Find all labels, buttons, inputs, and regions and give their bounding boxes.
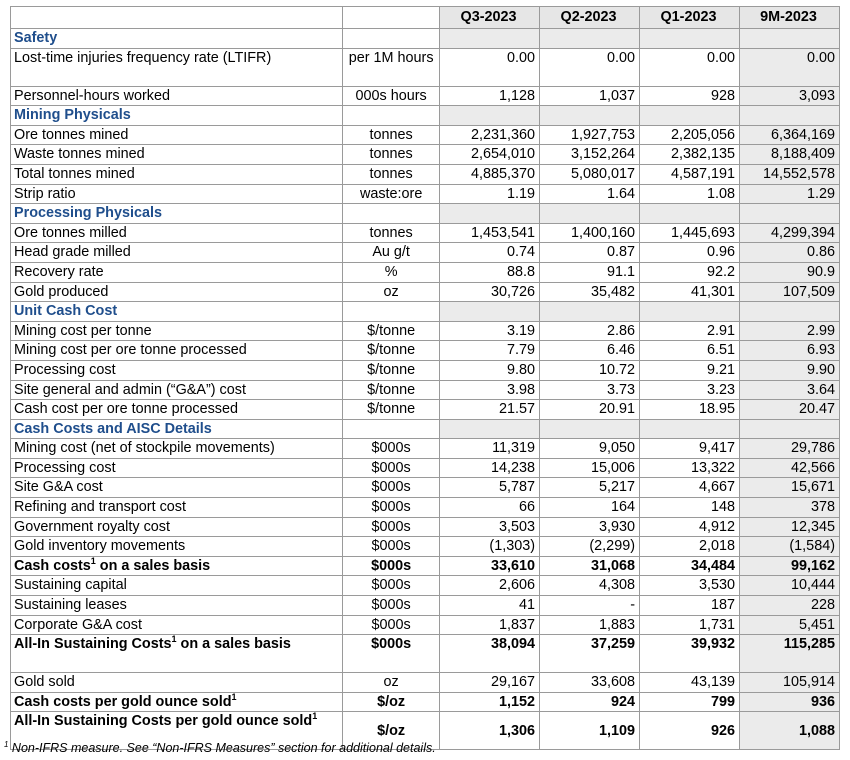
cell-value: 3.64 <box>739 380 839 400</box>
cell-value: 33,608 <box>540 673 640 693</box>
cell-value: 1,445,693 <box>640 223 740 243</box>
cell-value: 33,610 <box>440 556 540 576</box>
table-row-total-mined <box>11 164 840 184</box>
section-title: Safety <box>11 29 343 49</box>
cell-value: 4,587,191 <box>640 164 740 184</box>
row-unit: per 1M hours <box>343 48 440 86</box>
row-label: Ore tonnes mined <box>11 125 343 145</box>
cell-value: 1.64 <box>540 184 640 204</box>
column-header: Q1-2023 <box>640 7 740 29</box>
row-label: Head grade milled <box>11 243 343 263</box>
column-header: Q2-2023 <box>540 7 640 29</box>
cell-value: 0.87 <box>540 243 640 263</box>
cell-value: 43,139 <box>640 673 740 693</box>
cell-value: 1,731 <box>640 615 740 635</box>
section-header-unit_cash <box>11 302 840 322</box>
table-row-cash-costs <box>11 556 840 576</box>
row-unit: $/tonne <box>343 321 440 341</box>
row-unit: $000s <box>343 517 440 537</box>
table-row-ore-mined <box>11 125 840 145</box>
cell-value: 4,885,370 <box>440 164 540 184</box>
row-label: Cash costs$^1$ on a sales basis <box>11 556 343 576</box>
cell-value: 7.79 <box>440 341 540 361</box>
cell-value: 5,787 <box>440 478 540 498</box>
cell-value: 99,162 <box>739 556 839 576</box>
row-label: Corporate G&A cost <box>11 615 343 635</box>
cell-value: 0.00 <box>540 48 640 86</box>
table-row-ltifr <box>11 48 840 86</box>
row-unit: $/oz <box>343 692 440 712</box>
row-label: All-In Sustaining Costs per gold ounce sold$^1$ <box>11 712 343 750</box>
row-unit: $000s <box>343 439 440 459</box>
cell-value: 66 <box>440 498 540 518</box>
table-row-strip <box>11 184 840 204</box>
section-title: Mining Physicals <box>11 106 343 126</box>
row-unit: $/tonne <box>343 360 440 380</box>
row-label: Personnel-hours worked <box>11 86 343 106</box>
cell-value: (1,303) <box>440 537 540 557</box>
cell-value: 37,259 <box>540 635 640 673</box>
column-header: 9M-2023 <box>739 7 839 29</box>
cell-value: 1,109 <box>540 712 640 750</box>
row-unit: $/tonne <box>343 341 440 361</box>
section-header-safety <box>11 29 840 49</box>
table-row-sustaining-leases <box>11 596 840 616</box>
table-row-inventory <box>11 537 840 557</box>
cell-value: 15,006 <box>540 458 640 478</box>
row-unit: $000s <box>343 596 440 616</box>
cell-value: 1.29 <box>739 184 839 204</box>
cell-value: 30,726 <box>440 282 540 302</box>
row-label: Site general and admin (“G&A”) cost <box>11 380 343 400</box>
footnote: $^1$ Non-IFRS measure. See “Non-IFRS Measures” section for additional details. <box>4 739 436 755</box>
row-label: Total tonnes mined <box>11 164 343 184</box>
row-unit: tonnes <box>343 164 440 184</box>
row-unit: oz <box>343 282 440 302</box>
cell-value: 15,671 <box>739 478 839 498</box>
cell-value: 21.57 <box>440 400 540 420</box>
cell-value: 3,530 <box>640 576 740 596</box>
cell-value: 41 <box>440 596 540 616</box>
cell-value: 4,308 <box>540 576 640 596</box>
cell-value: 2.91 <box>640 321 740 341</box>
table-row-ore-milled <box>11 223 840 243</box>
row-unit: Au g/t <box>343 243 440 263</box>
cell-value: 3.23 <box>640 380 740 400</box>
section-header-processing <box>11 204 840 224</box>
cell-value: 164 <box>540 498 640 518</box>
cell-value: 10.72 <box>540 360 640 380</box>
cell-value: 228 <box>739 596 839 616</box>
cell-value: 1,453,541 <box>440 223 540 243</box>
cell-value: 3,093 <box>739 86 839 106</box>
table-row-head-grade <box>11 243 840 263</box>
cell-value: 20.91 <box>540 400 640 420</box>
cell-value: 1,088 <box>739 712 839 750</box>
table-row-site-ga <box>11 478 840 498</box>
cell-value: 924 <box>540 692 640 712</box>
table-row-cash-cost-ore <box>11 400 840 420</box>
cell-value: 1,128 <box>440 86 540 106</box>
row-unit: oz <box>343 673 440 693</box>
financial-operating-table <box>10 6 840 750</box>
row-label: Gold inventory movements <box>11 537 343 557</box>
cell-value: (2,299) <box>540 537 640 557</box>
cell-value: 9.80 <box>440 360 540 380</box>
row-label: Recovery rate <box>11 262 343 282</box>
row-label: All-In Sustaining Costs$^1$ on a sales basis <box>11 635 343 673</box>
column-header: Q3-2023 <box>440 7 540 29</box>
cell-value: 1,152 <box>440 692 540 712</box>
cell-value: 9,417 <box>640 439 740 459</box>
row-unit: $000s <box>343 635 440 673</box>
cell-value: 9.21 <box>640 360 740 380</box>
table-row-cash-cost-oz <box>11 692 840 712</box>
table-row-ga-cost-t <box>11 380 840 400</box>
cell-value: 926 <box>640 712 740 750</box>
cell-value: 4,299,394 <box>739 223 839 243</box>
row-label: Ore tonnes milled <box>11 223 343 243</box>
cell-value: 38,094 <box>440 635 540 673</box>
row-unit: tonnes <box>343 223 440 243</box>
cell-value: 31,068 <box>540 556 640 576</box>
header-row <box>11 7 840 29</box>
cell-value: 88.8 <box>440 262 540 282</box>
row-label: Processing cost <box>11 360 343 380</box>
cell-value: 936 <box>739 692 839 712</box>
table-row-gold-produced <box>11 282 840 302</box>
table-row-mining-cost-t <box>11 321 840 341</box>
cell-value: 5,451 <box>739 615 839 635</box>
row-unit: $/tonne <box>343 400 440 420</box>
cell-value: 0.96 <box>640 243 740 263</box>
cell-value: 107,509 <box>739 282 839 302</box>
section-header-aisc <box>11 419 840 439</box>
cell-value: 92.2 <box>640 262 740 282</box>
cell-value: 18.95 <box>640 400 740 420</box>
row-unit: waste:ore <box>343 184 440 204</box>
cell-value: 799 <box>640 692 740 712</box>
cell-value: 3,930 <box>540 517 640 537</box>
row-unit: $000s <box>343 458 440 478</box>
cell-value: 4,912 <box>640 517 740 537</box>
cell-value: 2,382,135 <box>640 145 740 165</box>
cell-value: 2.86 <box>540 321 640 341</box>
row-label: Sustaining leases <box>11 596 343 616</box>
row-unit: $/tonne <box>343 380 440 400</box>
cell-value: 1,837 <box>440 615 540 635</box>
cell-value: 6.51 <box>640 341 740 361</box>
row-unit: $000s <box>343 615 440 635</box>
cell-value: - <box>540 596 640 616</box>
cell-value: 34,484 <box>640 556 740 576</box>
cell-value: 1,927,753 <box>540 125 640 145</box>
cell-value: 2,606 <box>440 576 540 596</box>
table-row-processing-cost-t <box>11 360 840 380</box>
cell-value: 2.99 <box>739 321 839 341</box>
row-label: Refining and transport cost <box>11 498 343 518</box>
cell-value: 3,503 <box>440 517 540 537</box>
cell-value: 5,217 <box>540 478 640 498</box>
cell-value: 115,285 <box>739 635 839 673</box>
table-row-sustaining-capital <box>11 576 840 596</box>
cell-value: 9.90 <box>739 360 839 380</box>
row-unit: $000s <box>343 478 440 498</box>
row-unit: 000s hours <box>343 86 440 106</box>
cell-value: 1,306 <box>440 712 540 750</box>
row-unit: $000s <box>343 576 440 596</box>
cell-value: 1.08 <box>640 184 740 204</box>
row-unit: $/oz <box>343 712 440 750</box>
table-row-waste-mined <box>11 145 840 165</box>
table-row-gold-sold <box>11 673 840 693</box>
cell-value: 11,319 <box>440 439 540 459</box>
row-label: Gold produced <box>11 282 343 302</box>
section-title: Unit Cash Cost <box>11 302 343 322</box>
row-label: Cash costs per gold ounce sold$^1$ <box>11 692 343 712</box>
table-row-aisc <box>11 635 840 673</box>
table-row-mining-cost-net <box>11 439 840 459</box>
cell-value: 0.00 <box>640 48 740 86</box>
cell-value: 13,322 <box>640 458 740 478</box>
section-title: Processing Physicals <box>11 204 343 224</box>
cell-value: 6.46 <box>540 341 640 361</box>
cell-value: 41,301 <box>640 282 740 302</box>
cell-value: 1,037 <box>540 86 640 106</box>
cell-value: 3,152,264 <box>540 145 640 165</box>
cell-value: 2,205,056 <box>640 125 740 145</box>
cell-value: 928 <box>640 86 740 106</box>
cell-value: 378 <box>739 498 839 518</box>
cell-value: 3.98 <box>440 380 540 400</box>
cell-value: 91.1 <box>540 262 640 282</box>
cell-value: 6.93 <box>739 341 839 361</box>
cell-value: 20.47 <box>739 400 839 420</box>
cell-value: 8,188,409 <box>739 145 839 165</box>
row-unit: % <box>343 262 440 282</box>
cell-value: 39,932 <box>640 635 740 673</box>
row-unit: tonnes <box>343 125 440 145</box>
row-label: Waste tonnes mined <box>11 145 343 165</box>
row-label: Mining cost per tonne <box>11 321 343 341</box>
cell-value: 1,883 <box>540 615 640 635</box>
cell-value: 90.9 <box>739 262 839 282</box>
section-title: Cash Costs and AISC Details <box>11 419 343 439</box>
cell-value: 0.00 <box>440 48 540 86</box>
row-unit: tonnes <box>343 145 440 165</box>
row-label: Site G&A cost <box>11 478 343 498</box>
row-label: Mining cost per ore tonne processed <box>11 341 343 361</box>
table-row-royalty <box>11 517 840 537</box>
cell-value: 0.86 <box>739 243 839 263</box>
row-label: Processing cost <box>11 458 343 478</box>
table-row-corporate-ga <box>11 615 840 635</box>
cell-value: 0.74 <box>440 243 540 263</box>
cell-value: 29,786 <box>739 439 839 459</box>
cell-value: 29,167 <box>440 673 540 693</box>
cell-value: 2,231,360 <box>440 125 540 145</box>
table-row-mining-cost-ore <box>11 341 840 361</box>
cell-value: (1,584) <box>739 537 839 557</box>
row-label: Cash cost per ore tonne processed <box>11 400 343 420</box>
table-row-refining <box>11 498 840 518</box>
cell-value: 148 <box>640 498 740 518</box>
row-label: Sustaining capital <box>11 576 343 596</box>
cell-value: 10,444 <box>739 576 839 596</box>
table-row-recovery <box>11 262 840 282</box>
cell-value: 187 <box>640 596 740 616</box>
cell-value: 2,018 <box>640 537 740 557</box>
row-label: Strip ratio <box>11 184 343 204</box>
cell-value: 1.19 <box>440 184 540 204</box>
cell-value: 2,654,010 <box>440 145 540 165</box>
table-row-personnel <box>11 86 840 106</box>
row-label: Government royalty cost <box>11 517 343 537</box>
row-label: Mining cost (net of stockpile movements) <box>11 439 343 459</box>
row-label: Gold sold <box>11 673 343 693</box>
cell-value: 5,080,017 <box>540 164 640 184</box>
row-unit: $000s <box>343 498 440 518</box>
table-row-processing-cost <box>11 458 840 478</box>
cell-value: 14,552,578 <box>739 164 839 184</box>
cell-value: 3.19 <box>440 321 540 341</box>
row-unit: $000s <box>343 537 440 557</box>
cell-value: 105,914 <box>739 673 839 693</box>
cell-value: 4,667 <box>640 478 740 498</box>
row-label: Lost-time injuries frequency rate (LTIFR) <box>11 48 343 86</box>
cell-value: 1,400,160 <box>540 223 640 243</box>
cell-value: 0.00 <box>739 48 839 86</box>
cell-value: 14,238 <box>440 458 540 478</box>
cell-value: 42,566 <box>739 458 839 478</box>
cell-value: 3.73 <box>540 380 640 400</box>
cell-value: 12,345 <box>739 517 839 537</box>
cell-value: 6,364,169 <box>739 125 839 145</box>
section-header-mining <box>11 106 840 126</box>
cell-value: 9,050 <box>540 439 640 459</box>
row-unit: $000s <box>343 556 440 576</box>
cell-value: 35,482 <box>540 282 640 302</box>
